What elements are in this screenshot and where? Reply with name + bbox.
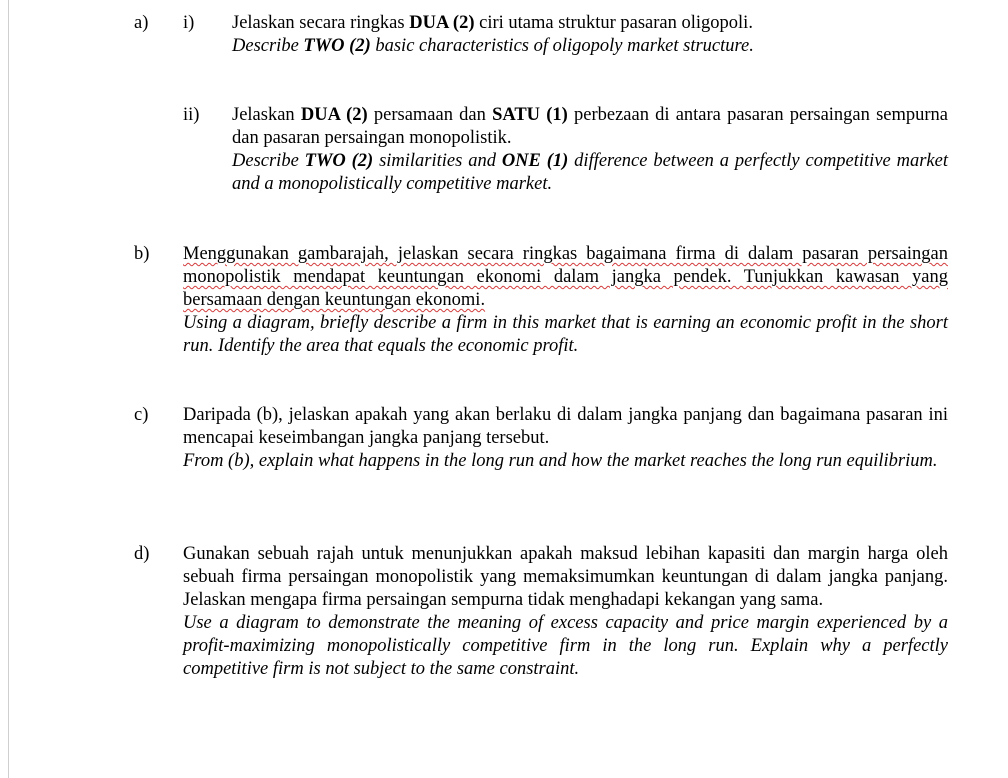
question-b-label: b) — [134, 244, 150, 264]
question-c-label: c) — [134, 405, 149, 425]
question-a-i-english: Describe TWO (2) basic characteristics of oligopoly market structure. — [232, 36, 754, 56]
question-a-i-malay: Jelaskan secara ringkas DUA (2) ciri utama struktur pasaran oligopoli. — [232, 13, 753, 33]
question-b-malay: Menggunakan gambarajah, jelaskan secara ringkas bagaimana firma di dalam pasaran persaingan monopolistik mendapat keuntungan ekonomi dalam jangka pendek. Tunjukkan kawasan yang bersamaan dengan keuntungan ekonomi. — [183, 244, 948, 310]
question-a-ii — [232, 104, 948, 196]
page-left-border — [8, 0, 9, 778]
question-b-english: Using a diagram, briefly describe a firm in this market that is earning an economic profit in the short run. Identify the area that equals the economic profit. — [183, 313, 948, 356]
question-c-malay: Daripada (b), jelaskan apakah yang akan berlaku di dalam jangka panjang dan bagaimana pasaran ini mencapai keseimbangan jangka panjang tersebut. — [183, 405, 948, 448]
question-a-ii-label: ii) — [183, 105, 200, 125]
question-a-i-label: i) — [183, 13, 195, 33]
question-a-label: a) — [134, 13, 149, 33]
question-a-ii-malay: Jelaskan DUA (2) persamaan dan SATU (1) perbezaan di antara pasaran persaingan sempurna dan pasaran persaingan monopolistik. — [232, 105, 948, 148]
question-b — [183, 243, 948, 358]
question-d-label: d) — [134, 544, 150, 564]
question-d — [183, 543, 948, 681]
question-d-english: Use a diagram to demonstrate the meaning of excess capacity and price margin experienced by a profit-maximizing monopolistically competitive firm in the long run. Explain why a perfectly competitive firm is not subject to the same constraint. — [183, 613, 948, 679]
question-a-ii-english: Describe TWO (2) similarities and ONE (1) difference between a perfectly competitive market and a monopolistically competitive market. — [232, 151, 948, 194]
question-a-i — [232, 12, 948, 58]
question-c — [183, 404, 948, 473]
question-d-malay: Gunakan sebuah rajah untuk menunjukkan apakah maksud lebihan kapasiti dan margin harga oleh sebuah firma persaingan monopolistik yang memaksimumkan keuntungan di dalam jangka panjang. Jelaskan mengapa firma persaingan sempurna tidak menghadapi kekangan yang sama. — [183, 544, 948, 610]
question-c-english: From (b), explain what happens in the long run and how the market reaches the long run equilibrium. — [183, 451, 938, 471]
